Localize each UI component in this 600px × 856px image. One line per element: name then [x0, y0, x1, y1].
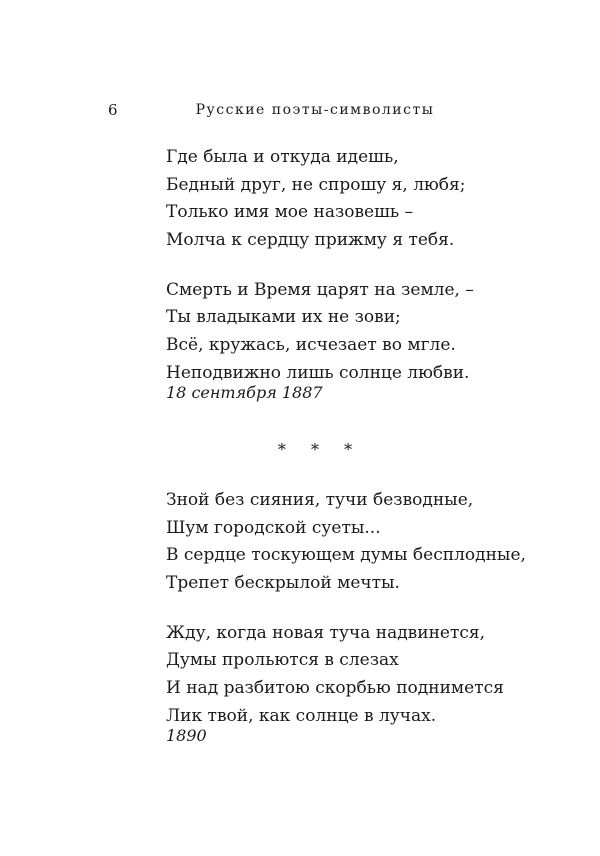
poem-line: Зной без сияния, тучи безводные, [166, 490, 474, 510]
poem-line: В сердце тоскующем думы бесплодные, [166, 545, 526, 566]
section-separator: * * * [277, 440, 363, 459]
stanza [166, 277, 566, 388]
poem-1 [166, 144, 566, 388]
poem-line: Бедный друг, не спрошу я, любя; [166, 174, 466, 195]
stanza [166, 620, 566, 731]
poem-date: 1890 [166, 726, 207, 745]
poem-line: Трепет бескрылой мечты. [166, 573, 400, 594]
poem-line: Неподвижно лишь солнце любви. [166, 362, 470, 383]
stanza-gap [166, 598, 566, 620]
poem-date: 18 сентября 1887 [166, 383, 323, 402]
poem-line: Где была и откуда идешь, [166, 147, 399, 167]
poem-line: Думы прольются в слезах [166, 650, 399, 671]
stanza-gap [166, 255, 566, 277]
page-number: 6 [108, 101, 118, 119]
stanza [166, 487, 566, 598]
poem-line: Жду, когда новая туча надвинется, [166, 622, 486, 643]
poem-line: Шум городской суеты... [166, 517, 381, 538]
poem-2 [166, 487, 566, 731]
poem-line: Смерть и Время царят на земле, – [166, 279, 474, 300]
poem-line: Лик твой, как солнце в лучах. [166, 705, 437, 726]
poem-line: Только имя мое назовешь – [166, 202, 414, 223]
stanza [166, 144, 566, 255]
poem-line: Молча к сердцу прижму я тебя. [166, 230, 455, 251]
poem-line: Ты владыками их не зови; [166, 307, 401, 328]
poem-line: Всё, кружась, исчезает во мгле. [166, 335, 456, 356]
running-head: Русские поэты-символисты [195, 102, 435, 118]
poem-line: И над разбитою скорбью поднимется [166, 678, 504, 699]
